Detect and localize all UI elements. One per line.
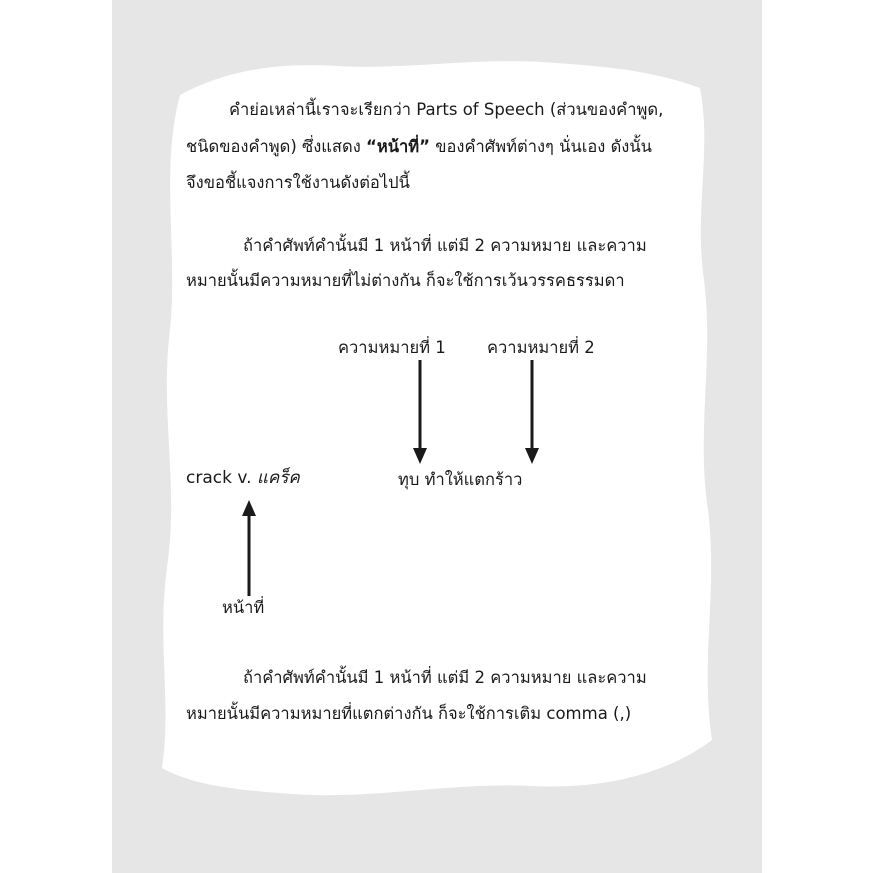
paragraph1-line1: คำย่อเหล่านี้เราจะเรียกว่า Parts of Speech (ส่วนของคำพูด, (229, 100, 664, 119)
emphasis-function: “หน้าที่” (366, 137, 430, 156)
paragraph1-line3: จึงขอชี้แจงการใช้งานดังต่อไปนี้ (186, 173, 410, 192)
meanings: ทุบ ทำให้แตกร้าว (398, 470, 523, 489)
paragraph2-line1: ถ้าคำศัพท์คำนั้นมี 1 หน้าที่ แต่มี 2 ความหมาย และความ (243, 236, 647, 255)
label-meaning-1: ความหมายที่ 1 (338, 338, 446, 357)
label-function: หน้าที่ (222, 598, 265, 617)
pronunciation: แคร็ค (256, 468, 300, 488)
arrow-meaning-2 (525, 360, 539, 464)
paragraph3-line1: ถ้าคำศัพท์คำนั้นมี 1 หน้าที่ แต่มี 2 ความหมาย และความ (243, 668, 647, 687)
paragraph1-line2-pre: ชนิดของคำพูด) ซึ่งแสดง (186, 137, 366, 156)
paragraph2-line2: หมายนั้นมีความหมายที่ไม่ต่างกัน ก็จะใช้การเว้นวรรคธรรมดา (186, 271, 625, 290)
arrow-function (242, 500, 256, 596)
paragraph3-line2: หมายนั้นมีความหมายที่แตกต่างกัน ก็จะใช้การเติม comma (,) (186, 704, 632, 723)
label-meaning-2: ความหมายที่ 2 (487, 338, 595, 357)
arrow-meaning-1 (413, 360, 427, 464)
paragraph1-line2-post: ของคำศัพท์ต่างๆ นั่นเอง ดังนั้น (430, 137, 652, 156)
headword-text: crack v. (186, 468, 252, 488)
